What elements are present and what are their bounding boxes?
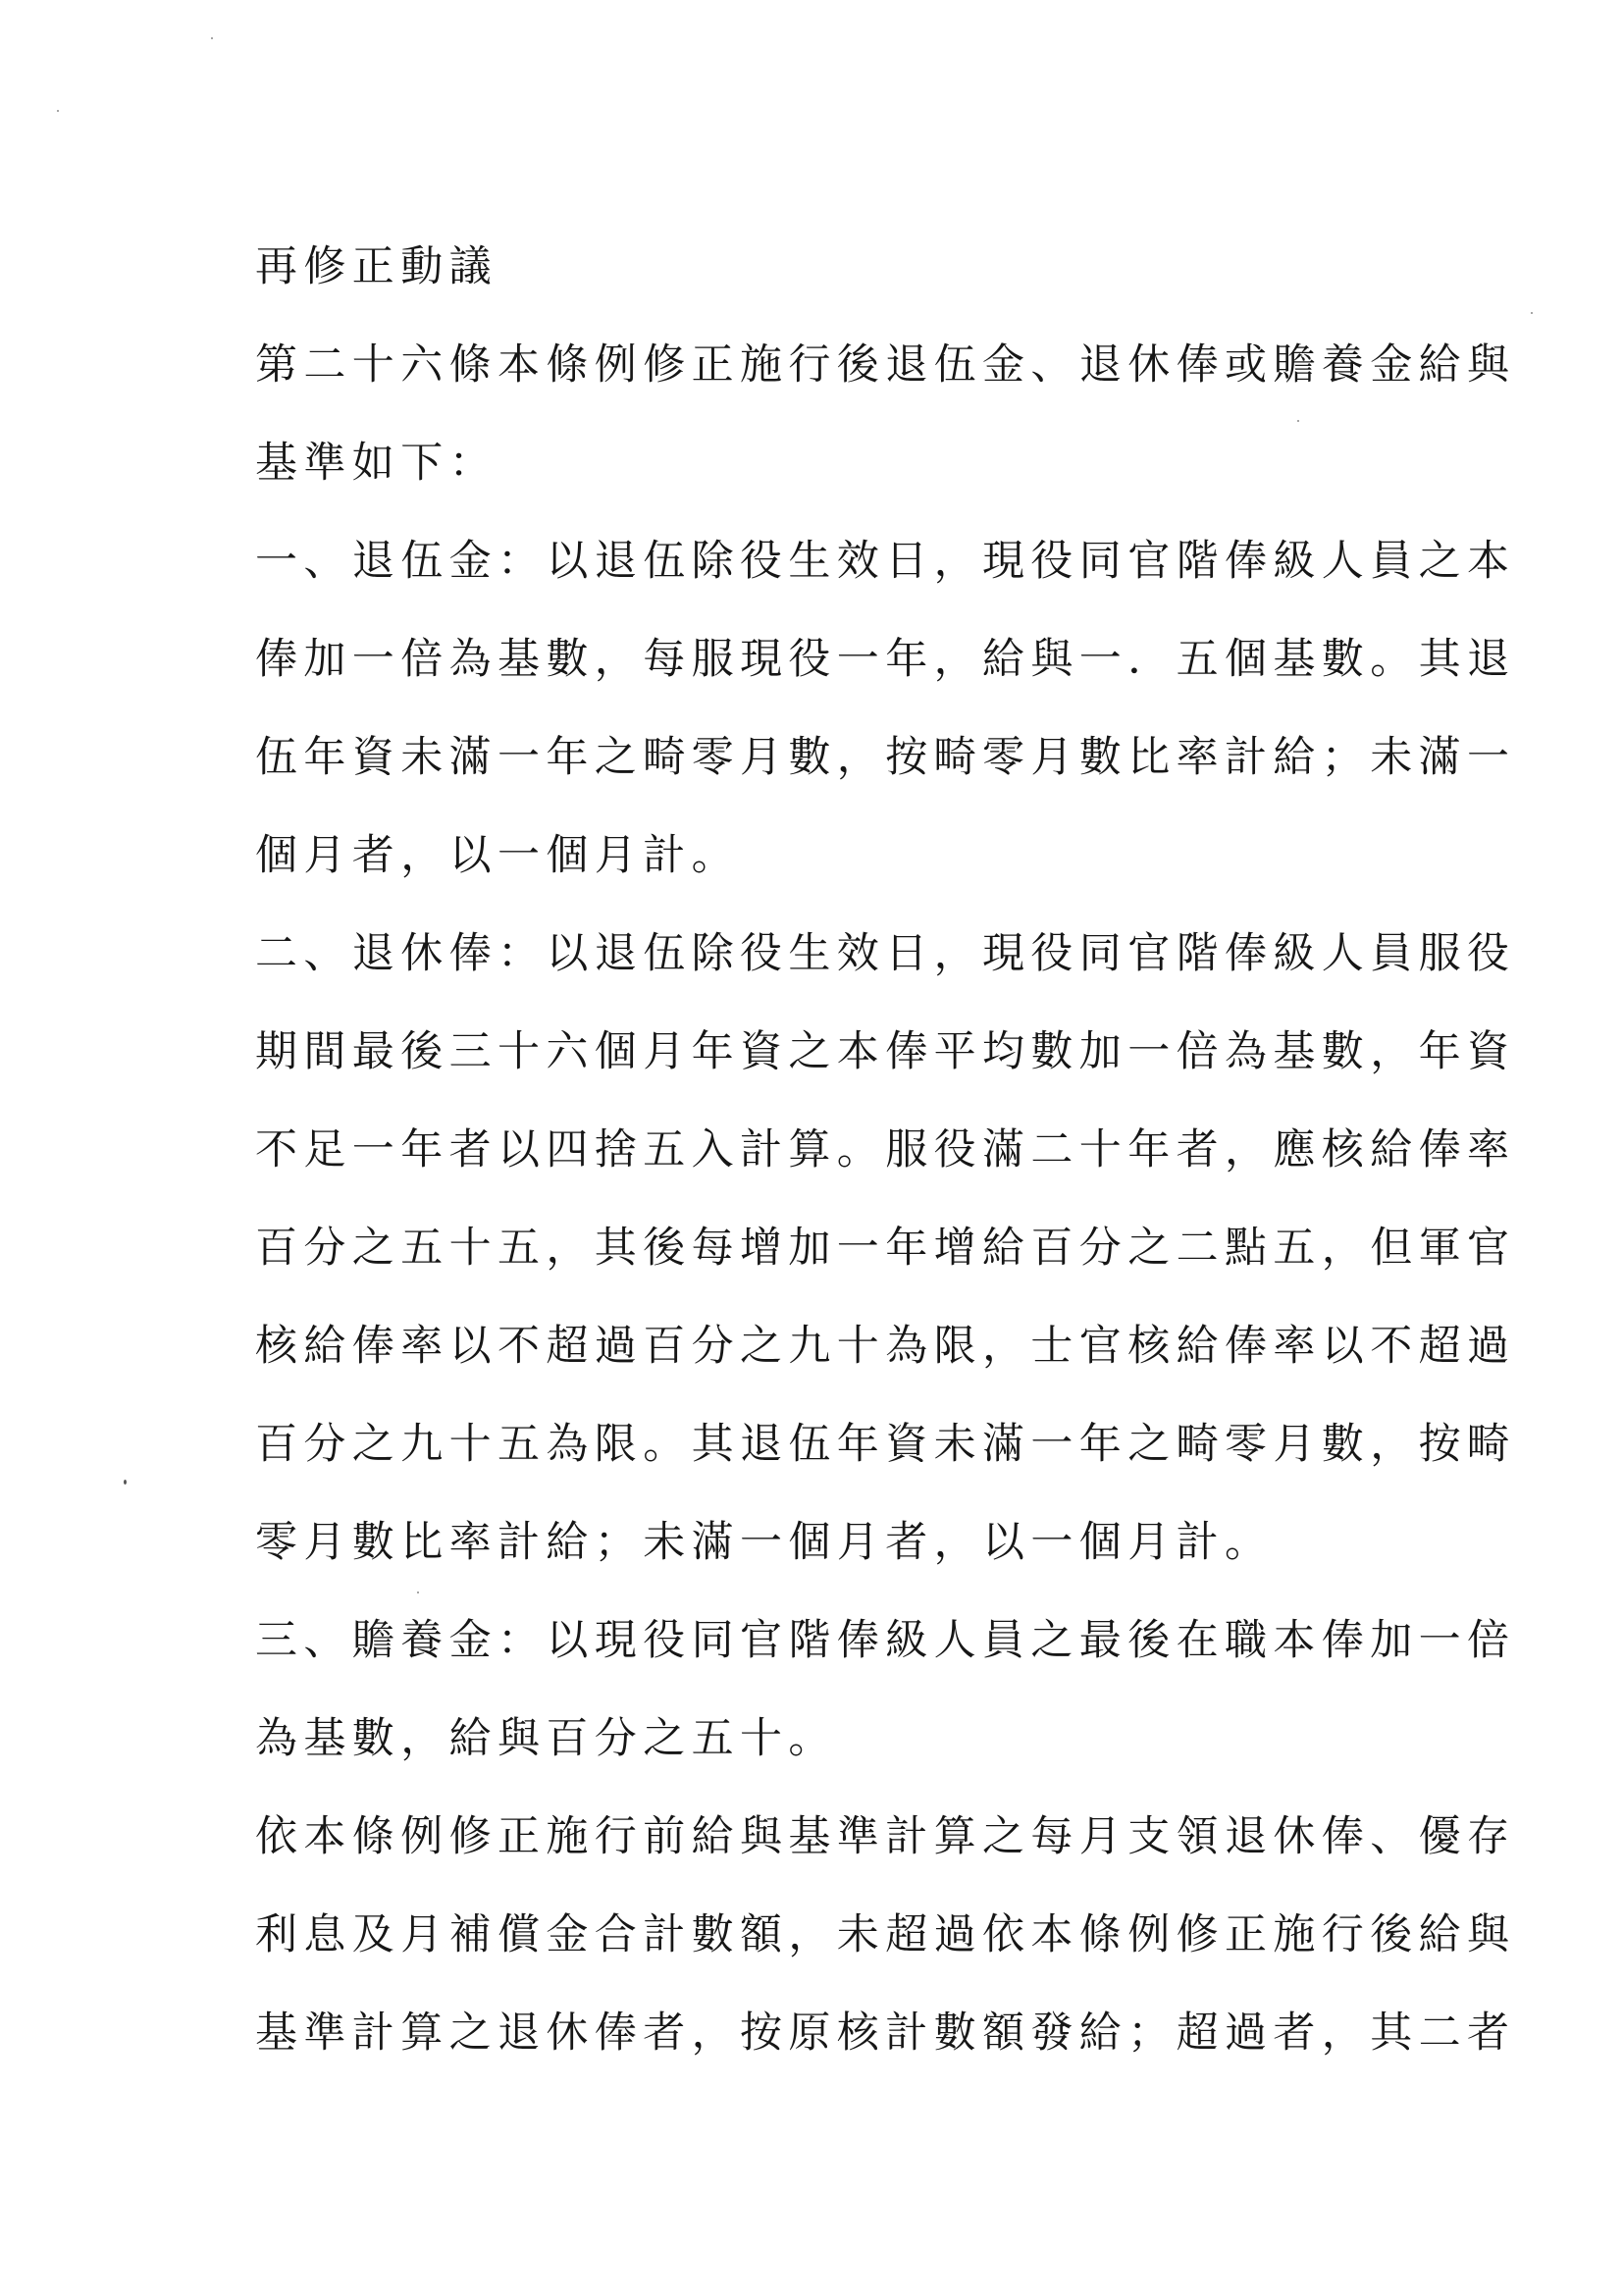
document-line: 二、退休俸：以退伍除役生效日，現役同官階俸級人員服役 [255, 929, 1516, 978]
scan-speck [57, 110, 59, 112]
document-line: 百分之五十五，其後每增加一年增給百分之二點五，但軍官 [255, 1224, 1516, 1273]
document-line: 第二十六條本條例修正施行後退伍金、退休俸或贍養金給與 [255, 340, 1516, 390]
document-line: 依本條例修正施行前給與基準計算之每月支領退休俸、優存 [255, 1812, 1516, 1861]
document-body [255, 218, 1516, 2082]
document-line: 基準如下： [255, 439, 497, 488]
scan-speck [211, 37, 213, 39]
document-line: 核給俸率以不超過百分之九十為限，士官核給俸率以不超過 [255, 1322, 1516, 1371]
document-line: 基準計算之退休俸者，按原核計數額發給；超過者，其二者 [255, 2009, 1516, 2058]
document-line: 期間最後三十六個月年資之本俸平均數加一倍為基數，年資 [255, 1027, 1516, 1076]
document-line: 一、退伍金：以退伍除役生效日，現役同官階俸級人員之本 [255, 537, 1516, 586]
document-line: 伍年資未滿一年之畸零月數，按畸零月數比率計給；未滿一 [255, 733, 1516, 782]
document-line: 不足一年者以四捨五入計算。服役滿二十年者，應核給俸率 [255, 1125, 1516, 1174]
scan-speck [1531, 312, 1533, 314]
scan-speck [124, 1480, 127, 1485]
document-line: 為基數，給與百分之五十。 [255, 1714, 837, 1763]
document-line: 零月數比率計給；未滿一個月者，以一個月計。 [255, 1518, 1274, 1567]
document-line: 俸加一倍為基數，每服現役一年，給與一．五個基數。其退 [255, 635, 1516, 684]
document-line: 百分之九十五為限。其退伍年資未滿一年之畸零月數，按畸 [255, 1420, 1516, 1469]
document-line: 利息及月補償金合計數額，未超過依本條例修正施行後給與 [255, 1910, 1516, 1959]
document-line: 三、贍養金：以現役同官階俸級人員之最後在職本俸加一倍 [255, 1616, 1516, 1665]
document-heading: 再修正動議 [255, 242, 497, 291]
document-line: 個月者，以一個月計。 [255, 831, 740, 880]
